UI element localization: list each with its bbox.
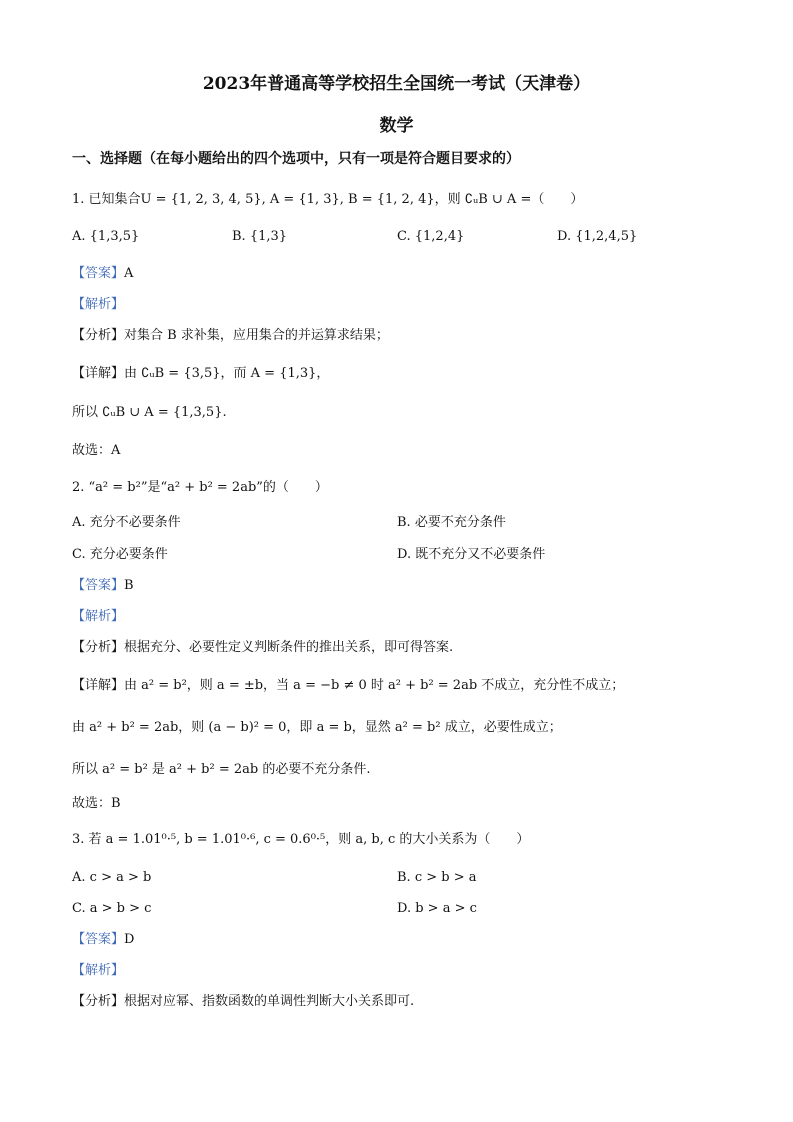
q3-option-a: A. c > a > b	[72, 870, 152, 885]
q1-option-a: A. {1,3,5}	[72, 229, 140, 244]
q1-stem: 1. 已知集合U = {1, 2, 3, 4, 5}, A = {1, 3}, B = {1, 2, 4}，则 ∁ᵤB ∪ A =（ ）	[72, 192, 584, 207]
fenxi-tag: 【分析】	[72, 328, 125, 343]
q2-option-b: B. 必要不充分条件	[397, 515, 506, 530]
page-title: 2023年普通高等学校招生全国统一考试（天津卷）	[202, 74, 591, 94]
answer-tag: 【答案】	[72, 578, 125, 593]
section-heading: 一、选择题（在每小题给出的四个选项中，只有一项是符合题目要求的）	[72, 151, 520, 167]
detail-text: 由 a² = b²，则 a = ±b，当 a = −b ≠ 0 时 a² + b² = 2ab 不成立，充分性不成立；	[124, 678, 625, 693]
q3-option-c: C. a > b > c	[72, 901, 152, 916]
q2-analysis-tag: 【解析】	[72, 609, 125, 624]
q1-option-d: D. {1,2,4,5}	[557, 229, 638, 244]
q1-fenxi	[72, 326, 389, 346]
detail-text: 由 ∁ᵤB = {3,5}，而 A = {1,3}，	[124, 366, 330, 381]
q2-detail	[72, 676, 624, 696]
q2-option-a: A. 充分不必要条件	[72, 515, 181, 530]
q3-answer	[72, 930, 134, 950]
q3-option-d: D. b > a > c	[397, 901, 477, 916]
q1-analysis-tag: 【解析】	[72, 297, 125, 312]
q1-answer	[72, 264, 133, 284]
fenxi-text: 根据充分、必要性定义判断条件的推出关系，即可得答案.	[124, 640, 454, 655]
q1-choose: 故选：A	[72, 443, 121, 458]
answer-value: A	[124, 266, 134, 281]
answer-tag: 【答案】	[72, 266, 125, 281]
q1-option-c: C. {1,2,4}	[397, 229, 465, 244]
q1-detail-line2: 所以 ∁ᵤB ∪ A = {1,3,5}.	[72, 405, 227, 420]
q3-fenxi	[72, 992, 414, 1012]
q2-option-d: D. 既不充分又不必要条件	[397, 547, 546, 562]
page-subtitle: 数学	[379, 116, 414, 136]
q2-fenxi	[72, 638, 453, 658]
fenxi-tag: 【分析】	[72, 994, 125, 1009]
detail-tag: 【详解】	[72, 366, 125, 381]
q3-stem: 3. 若 a = 1.01⁰·⁵, b = 1.01⁰·⁶, c = 0.6⁰·⁵，则 a, b, c 的大小关系为（ ）	[72, 832, 530, 847]
q2-option-c: C. 充分必要条件	[72, 547, 168, 562]
answer-tag: 【答案】	[72, 932, 125, 947]
fenxi-text: 根据对应幂、指数函数的单调性判断大小关系即可.	[124, 994, 415, 1009]
fenxi-text: 对集合 B 求补集，应用集合的并运算求结果；	[124, 328, 389, 343]
q2-answer	[72, 576, 134, 596]
q2-detail-line3: 所以 a² = b² 是 a² + b² = 2ab 的必要不充分条件.	[72, 762, 371, 777]
answer-value: D	[124, 932, 135, 947]
fenxi-tag: 【分析】	[72, 640, 125, 655]
q2-choose: 故选：B	[72, 796, 121, 811]
q3-analysis-tag: 【解析】	[72, 963, 125, 978]
answer-value: B	[124, 578, 134, 593]
q2-stem: 2. “a² = b²”是“a² + b² = 2ab”的（ ）	[72, 480, 328, 495]
q3-option-b: B. c > b > a	[397, 870, 477, 885]
detail-tag: 【详解】	[72, 678, 125, 693]
q1-detail	[72, 364, 329, 384]
q2-detail-line2: 由 a² + b² = 2ab，则 (a − b)² = 0，即 a = b，显然 a² = b² 成立，必要性成立；	[72, 720, 562, 735]
q1-option-b: B. {1,3}	[232, 229, 288, 244]
